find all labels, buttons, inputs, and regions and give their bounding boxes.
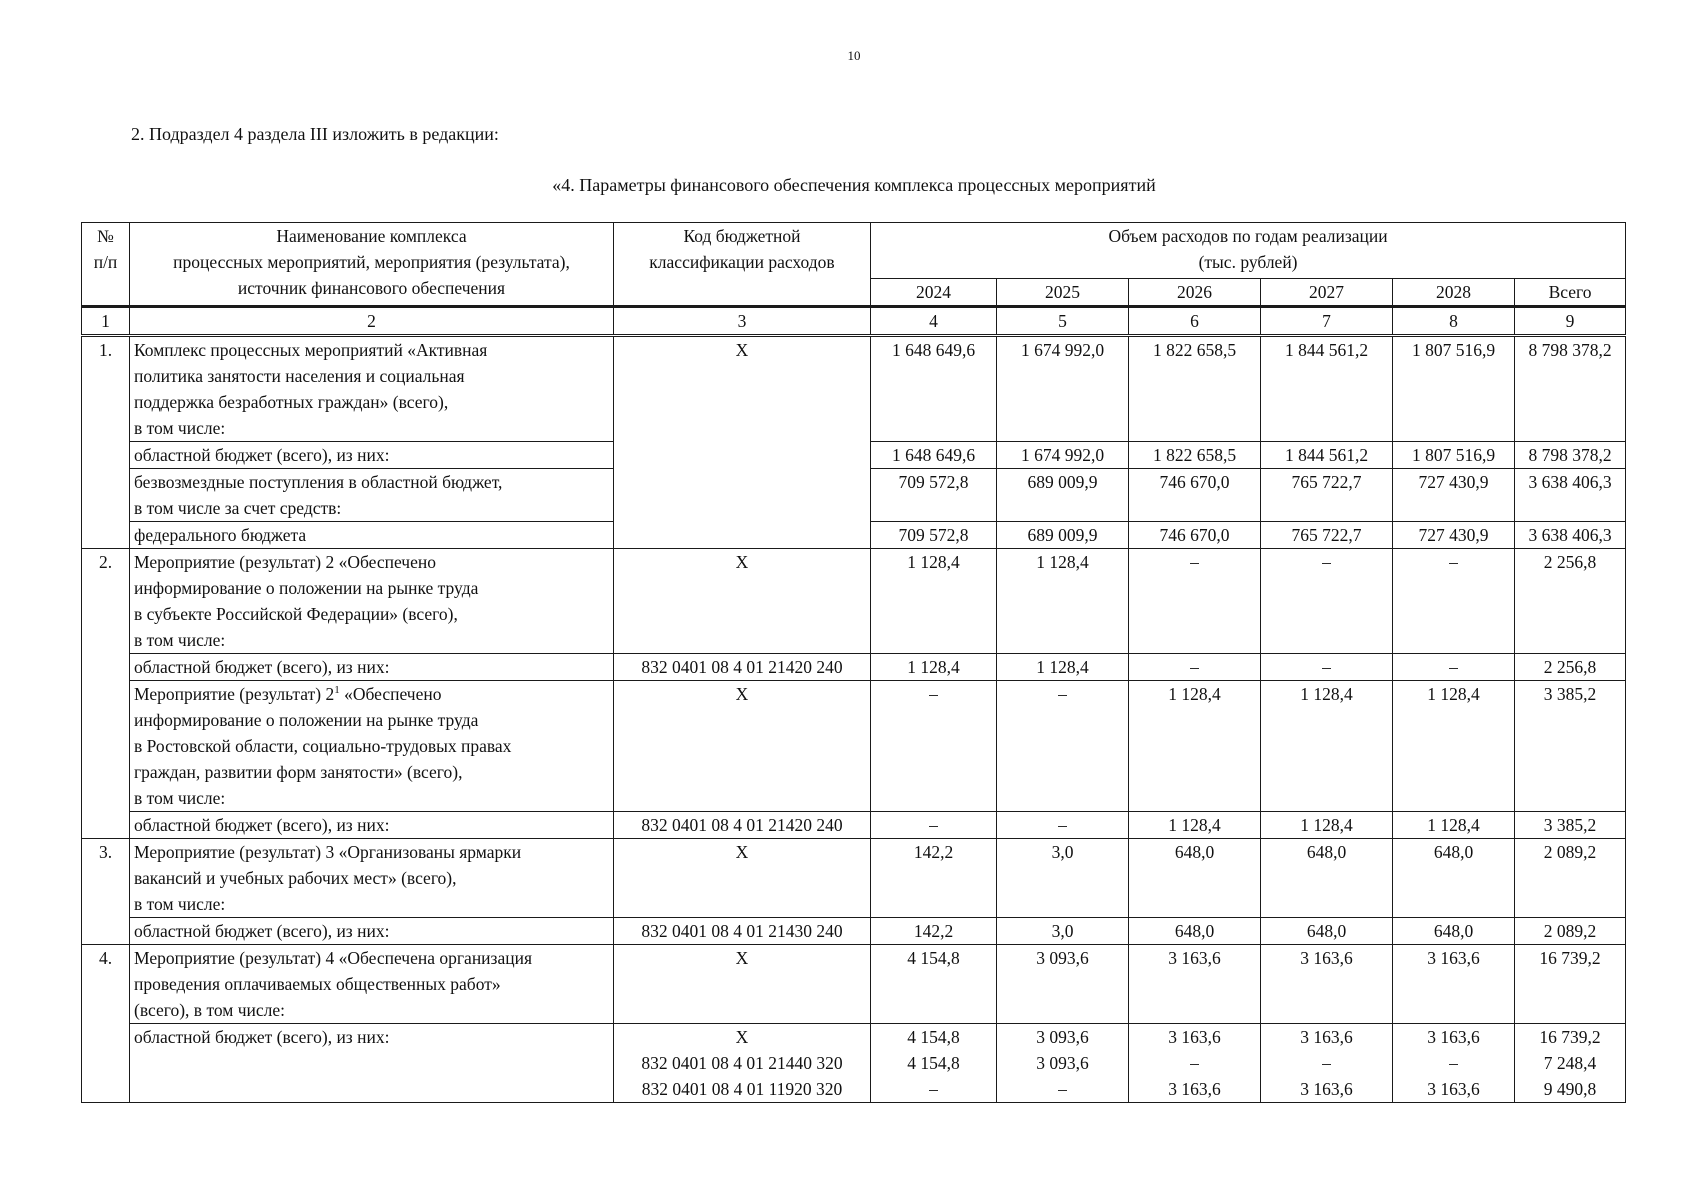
value-total — [1515, 469, 1626, 522]
cell-line: 3,0 — [1051, 842, 1074, 862]
table-row — [82, 681, 1626, 812]
value-year — [1129, 839, 1261, 918]
cell-line: 1 128,4 — [1168, 815, 1221, 835]
row-name — [130, 945, 614, 1024]
cell-line: 1 807 516,9 — [1411, 445, 1496, 465]
cell-line: 3 638 406,3 — [1528, 472, 1612, 492]
row-name — [130, 336, 614, 442]
value-year — [871, 442, 997, 469]
cell-line: X — [735, 1027, 749, 1047]
page-number: 10 — [847, 48, 861, 63]
value-year — [871, 336, 997, 442]
cell-line: 648,0 — [1433, 921, 1474, 941]
value-total — [1515, 945, 1626, 1024]
cell-line: в субъекте Российской Федерации» (всего), — [134, 604, 458, 624]
value-year — [997, 945, 1129, 1024]
cell-line: 3 163,6 — [1300, 1027, 1353, 1047]
value-year — [997, 549, 1129, 654]
cell-line: 832 0401 08 4 01 21420 240 — [641, 815, 843, 835]
cell-line: 648,0 — [1306, 921, 1347, 941]
cell-line: 1 128,4 — [1427, 815, 1480, 835]
value-year — [871, 812, 997, 839]
cell-line: 3 163,6 — [1168, 1079, 1221, 1099]
value-year — [871, 945, 997, 1024]
cell-line: X — [735, 948, 749, 968]
cell-line: 1 844 561,2 — [1284, 445, 1369, 465]
header-code: Код бюджетной классификации расходов — [614, 223, 871, 307]
cell-line: 1 128,4 — [1300, 684, 1353, 704]
cell-line: 1 128,4 — [907, 552, 960, 572]
cell-line: X — [735, 552, 749, 572]
value-year — [1261, 681, 1393, 812]
row-number: 2. — [82, 549, 130, 839]
row-code — [614, 945, 871, 1024]
value-year — [1129, 681, 1261, 812]
cell-line: 648,0 — [1433, 842, 1474, 862]
value-year — [871, 549, 997, 654]
cell-line: 4 154,8 — [907, 1053, 960, 1073]
cell-line: 1 822 658,5 — [1152, 340, 1237, 360]
cell-line: 832 0401 08 4 01 21420 240 — [641, 657, 843, 677]
cell-line: 832 0401 08 4 01 21430 240 — [641, 921, 843, 941]
value-year — [997, 654, 1129, 681]
value-year — [1393, 522, 1515, 549]
value-year — [871, 681, 997, 812]
cell-line: 1 844 561,2 — [1284, 340, 1369, 360]
cell-line: 689 009,9 — [1027, 472, 1098, 492]
cell-line: Мероприятие (результат) 2 «Обеспечено — [134, 552, 436, 572]
cell-line: Комплекс процессных мероприятий «Активная — [134, 340, 488, 360]
row-code — [614, 681, 871, 812]
cell-line: областной бюджет (всего), из них: — [134, 815, 390, 835]
cell-line: 9 490,8 — [1543, 1079, 1597, 1099]
cell-line: 648,0 — [1174, 921, 1215, 941]
cell-line: – — [1449, 552, 1458, 572]
value-year — [1129, 442, 1261, 469]
row-code — [614, 1024, 871, 1103]
cell-line: 1 822 658,5 — [1152, 445, 1237, 465]
header-name: Наименование комплекса процессных мероприятий, мероприятия (результата), источник финансового обеспечения — [130, 223, 614, 307]
header-year-2028: 2028 — [1393, 279, 1515, 307]
column-index-cell: 5 — [997, 307, 1129, 336]
cell-line: 727 430,9 — [1418, 472, 1489, 492]
cell-line: 1 128,4 — [907, 657, 960, 677]
cell-line: 16 739,2 — [1539, 1027, 1601, 1047]
cell-line: 1 807 516,9 — [1411, 340, 1496, 360]
value-year — [1261, 442, 1393, 469]
value-year — [1129, 522, 1261, 549]
superscript: 1 — [334, 684, 340, 697]
value-year — [1261, 336, 1393, 442]
row-number: 3. — [82, 839, 130, 945]
cell-line: проведения оплачиваемых общественных работ» — [134, 974, 501, 994]
table-row — [82, 918, 1626, 945]
column-index-cell: 4 — [871, 307, 997, 336]
value-year — [1261, 812, 1393, 839]
value-year — [1261, 918, 1393, 945]
cell-line: 709 572,8 — [898, 472, 969, 492]
column-index-cell: 1 — [82, 307, 130, 336]
cell-line: граждан, развитии форм занятости» (всего), — [134, 762, 463, 782]
cell-line: 832 0401 08 4 01 11920 320 — [641, 1079, 843, 1099]
value-year — [1393, 469, 1515, 522]
header-num: № п/п — [82, 223, 130, 307]
row-name — [130, 522, 614, 549]
header-year-2027: 2027 — [1261, 279, 1393, 307]
cell-line: 1 128,4 — [1036, 552, 1089, 572]
cell-line: Мероприятие (результат) 4 «Обеспечена организация — [134, 948, 533, 968]
cell-line: 3 163,6 — [1168, 948, 1221, 968]
value-total — [1515, 336, 1626, 442]
value-year — [1393, 654, 1515, 681]
value-year — [997, 336, 1129, 442]
row-name — [130, 918, 614, 945]
value-total — [1515, 654, 1626, 681]
cell-line: 1 128,4 — [1036, 657, 1089, 677]
value-total — [1515, 839, 1626, 918]
cell-line: в том числе: — [134, 788, 226, 808]
row-code — [614, 336, 871, 549]
value-year — [1393, 549, 1515, 654]
column-index-cell: 6 — [1129, 307, 1261, 336]
cell-line: в том числе за счет средств: — [134, 498, 342, 518]
value-year — [1261, 549, 1393, 654]
value-year — [997, 839, 1129, 918]
row-name — [130, 1024, 614, 1103]
header-year-2024: 2024 — [871, 279, 997, 307]
cell-line: 142,2 — [913, 921, 954, 941]
value-year — [1261, 654, 1393, 681]
value-year — [997, 681, 1129, 812]
table-row — [82, 1024, 1626, 1103]
value-year — [871, 654, 997, 681]
value-year — [1129, 918, 1261, 945]
column-index-cell: 8 — [1393, 307, 1515, 336]
cell-line: 3 385,2 — [1543, 684, 1597, 704]
cell-line: 3 093,6 — [1036, 1027, 1089, 1047]
value-year — [1129, 1024, 1261, 1103]
cell-line: – — [1322, 552, 1331, 572]
cell-line: 3 163,6 — [1427, 1079, 1480, 1099]
cell-line: 1 128,4 — [1168, 684, 1221, 704]
value-year — [1129, 945, 1261, 1024]
value-year — [1393, 945, 1515, 1024]
cell-line: – — [1449, 1053, 1458, 1073]
name-text: «Обеспечено — [339, 684, 442, 704]
cell-line: – — [929, 815, 938, 835]
column-index-row — [82, 307, 1626, 336]
value-year — [1393, 442, 1515, 469]
cell-line: 2 256,8 — [1543, 552, 1597, 572]
cell-line — [134, 681, 609, 707]
row-number: 1. — [82, 336, 130, 549]
value-year — [997, 1024, 1129, 1103]
row-name — [130, 654, 614, 681]
table-row — [82, 812, 1626, 839]
cell-line: 3 638 406,3 — [1528, 525, 1612, 545]
cell-line: 3 163,6 — [1427, 1027, 1480, 1047]
cell-line: 3 163,6 — [1300, 948, 1353, 968]
row-name — [130, 839, 614, 918]
cell-line: областной бюджет (всего), из них: — [134, 657, 390, 677]
row-code — [614, 918, 871, 945]
row-number: 4. — [82, 945, 130, 1103]
cell-line: 7 248,4 — [1543, 1053, 1597, 1073]
cell-line: 1 128,4 — [1300, 815, 1353, 835]
column-index-cell: 7 — [1261, 307, 1393, 336]
value-year — [1129, 336, 1261, 442]
cell-line: в том числе: — [134, 894, 226, 914]
cell-line: – — [1190, 1053, 1199, 1073]
finance-table — [81, 222, 1626, 1103]
value-year — [1129, 469, 1261, 522]
cell-line: – — [1449, 657, 1458, 677]
value-year — [1261, 945, 1393, 1024]
cell-line: 648,0 — [1174, 842, 1215, 862]
cell-line: 3 163,6 — [1300, 1079, 1353, 1099]
cell-line: – — [929, 684, 938, 704]
row-name — [130, 469, 614, 522]
table-row — [82, 336, 1626, 442]
header-total: Всего — [1515, 279, 1626, 307]
row-name — [130, 549, 614, 654]
cell-line: областной бюджет (всего), из них: — [134, 921, 390, 941]
value-year — [1261, 1024, 1393, 1103]
cell-line: вакансий и учебных рабочих мест» (всего), — [134, 868, 457, 888]
value-total — [1515, 1024, 1626, 1103]
cell-line: (всего), в том числе: — [134, 1000, 286, 1020]
cell-line: политика занятости населения и социальная — [134, 366, 465, 386]
cell-line: 3 163,6 — [1427, 948, 1480, 968]
row-code — [614, 839, 871, 918]
cell-line: 2 089,2 — [1543, 842, 1597, 862]
value-year — [1393, 336, 1515, 442]
value-year — [871, 1024, 997, 1103]
cell-line: 3 093,6 — [1036, 948, 1089, 968]
cell-line: 4 154,8 — [907, 948, 960, 968]
cell-line: 727 430,9 — [1418, 525, 1489, 545]
value-year — [871, 469, 997, 522]
cell-line: федерального бюджета — [134, 525, 307, 545]
cell-line: 746 670,0 — [1159, 525, 1230, 545]
cell-line: 2 256,8 — [1543, 657, 1597, 677]
cell-line: 765 722,7 — [1291, 472, 1362, 492]
cell-line: в том числе: — [134, 418, 226, 438]
cell-line: 765 722,7 — [1291, 525, 1362, 545]
cell-line: 1 648 649,6 — [891, 340, 976, 360]
value-total — [1515, 442, 1626, 469]
cell-line: 3 093,6 — [1036, 1053, 1089, 1073]
row-code — [614, 812, 871, 839]
value-year — [997, 442, 1129, 469]
column-index-cell: 2 — [130, 307, 614, 336]
column-index-cell: 3 — [614, 307, 871, 336]
cell-line: 4 154,8 — [907, 1027, 960, 1047]
cell-line: 1 674 992,0 — [1020, 340, 1105, 360]
value-year — [1129, 654, 1261, 681]
name-text: Мероприятие (результат) 2 — [134, 684, 335, 704]
row-code — [614, 654, 871, 681]
row-name — [130, 681, 614, 812]
value-year — [871, 839, 997, 918]
cell-line: – — [1190, 552, 1199, 572]
cell-line: 8 798 378,2 — [1528, 340, 1612, 360]
value-year — [1393, 1024, 1515, 1103]
cell-line: 1 674 992,0 — [1020, 445, 1105, 465]
cell-line: безвозмездные поступления в областной бюджет, — [134, 472, 503, 492]
value-year — [1261, 522, 1393, 549]
value-year — [1261, 469, 1393, 522]
cell-line: 709 572,8 — [898, 525, 969, 545]
header-year-2026: 2026 — [1129, 279, 1261, 307]
value-total — [1515, 549, 1626, 654]
header-year-2025: 2025 — [997, 279, 1129, 307]
table-row — [82, 945, 1626, 1024]
cell-line: X — [735, 684, 749, 704]
cell-line: – — [1322, 657, 1331, 677]
header-volume: Объем расходов по годам реализации (тыс. рублей) — [871, 223, 1626, 279]
cell-line: 3 385,2 — [1543, 815, 1597, 835]
value-year — [997, 812, 1129, 839]
cell-line: – — [1058, 815, 1067, 835]
cell-line: 1 128,4 — [1427, 684, 1480, 704]
cell-line: 2 089,2 — [1543, 921, 1597, 941]
table-row — [82, 839, 1626, 918]
column-index-cell: 9 — [1515, 307, 1626, 336]
value-total — [1515, 681, 1626, 812]
cell-line: X — [735, 340, 749, 360]
cell-line: 142,2 — [913, 842, 954, 862]
cell-line: – — [929, 1079, 938, 1099]
cell-line: 3 163,6 — [1168, 1027, 1221, 1047]
cell-line: областной бюджет (всего), из них: — [134, 1027, 390, 1047]
value-year — [1261, 839, 1393, 918]
row-name — [130, 812, 614, 839]
cell-line: 746 670,0 — [1159, 472, 1230, 492]
value-year — [1393, 812, 1515, 839]
value-year — [1129, 549, 1261, 654]
value-year — [871, 918, 997, 945]
cell-line: – — [1322, 1053, 1331, 1073]
cell-line: Мероприятие (результат) 3 «Организованы ярмарки — [134, 842, 522, 862]
cell-line: – — [1058, 1079, 1067, 1099]
value-year — [1129, 812, 1261, 839]
cell-line: 3,0 — [1051, 921, 1074, 941]
value-year — [871, 522, 997, 549]
row-name — [130, 442, 614, 469]
cell-line: – — [1190, 657, 1199, 677]
cell-line: информирование о положении на рынке труда — [134, 578, 479, 598]
value-year — [1393, 918, 1515, 945]
table-title: «4. Параметры финансового обеспечения комплекса процессных мероприятий — [552, 175, 1156, 195]
cell-line: – — [1058, 684, 1067, 704]
cell-line: 832 0401 08 4 01 21440 320 — [641, 1053, 843, 1073]
cell-line: в том числе: — [134, 630, 226, 650]
cell-line: поддержка безработных граждан» (всего), — [134, 392, 449, 412]
value-total — [1515, 918, 1626, 945]
row-code — [614, 549, 871, 654]
table-row — [82, 654, 1626, 681]
value-year — [1393, 839, 1515, 918]
value-year — [1393, 681, 1515, 812]
value-year — [997, 522, 1129, 549]
cell-line: областной бюджет (всего), из них: — [134, 445, 390, 465]
value-year — [997, 918, 1129, 945]
cell-line: X — [735, 842, 749, 862]
cell-line: 16 739,2 — [1539, 948, 1601, 968]
table-row — [82, 549, 1626, 654]
value-year — [997, 469, 1129, 522]
cell-line: 648,0 — [1306, 842, 1347, 862]
value-total — [1515, 522, 1626, 549]
value-total — [1515, 812, 1626, 839]
cell-line: 8 798 378,2 — [1528, 445, 1612, 465]
cell-line: 1 648 649,6 — [891, 445, 976, 465]
cell-line: 689 009,9 — [1027, 525, 1098, 545]
cell-line: информирование о положении на рынке труда — [134, 710, 479, 730]
cell-line: в Ростовской области, социально-трудовых правах — [134, 736, 512, 756]
intro-text: 2. Подраздел 4 раздела III изложить в редакции: — [131, 124, 499, 144]
